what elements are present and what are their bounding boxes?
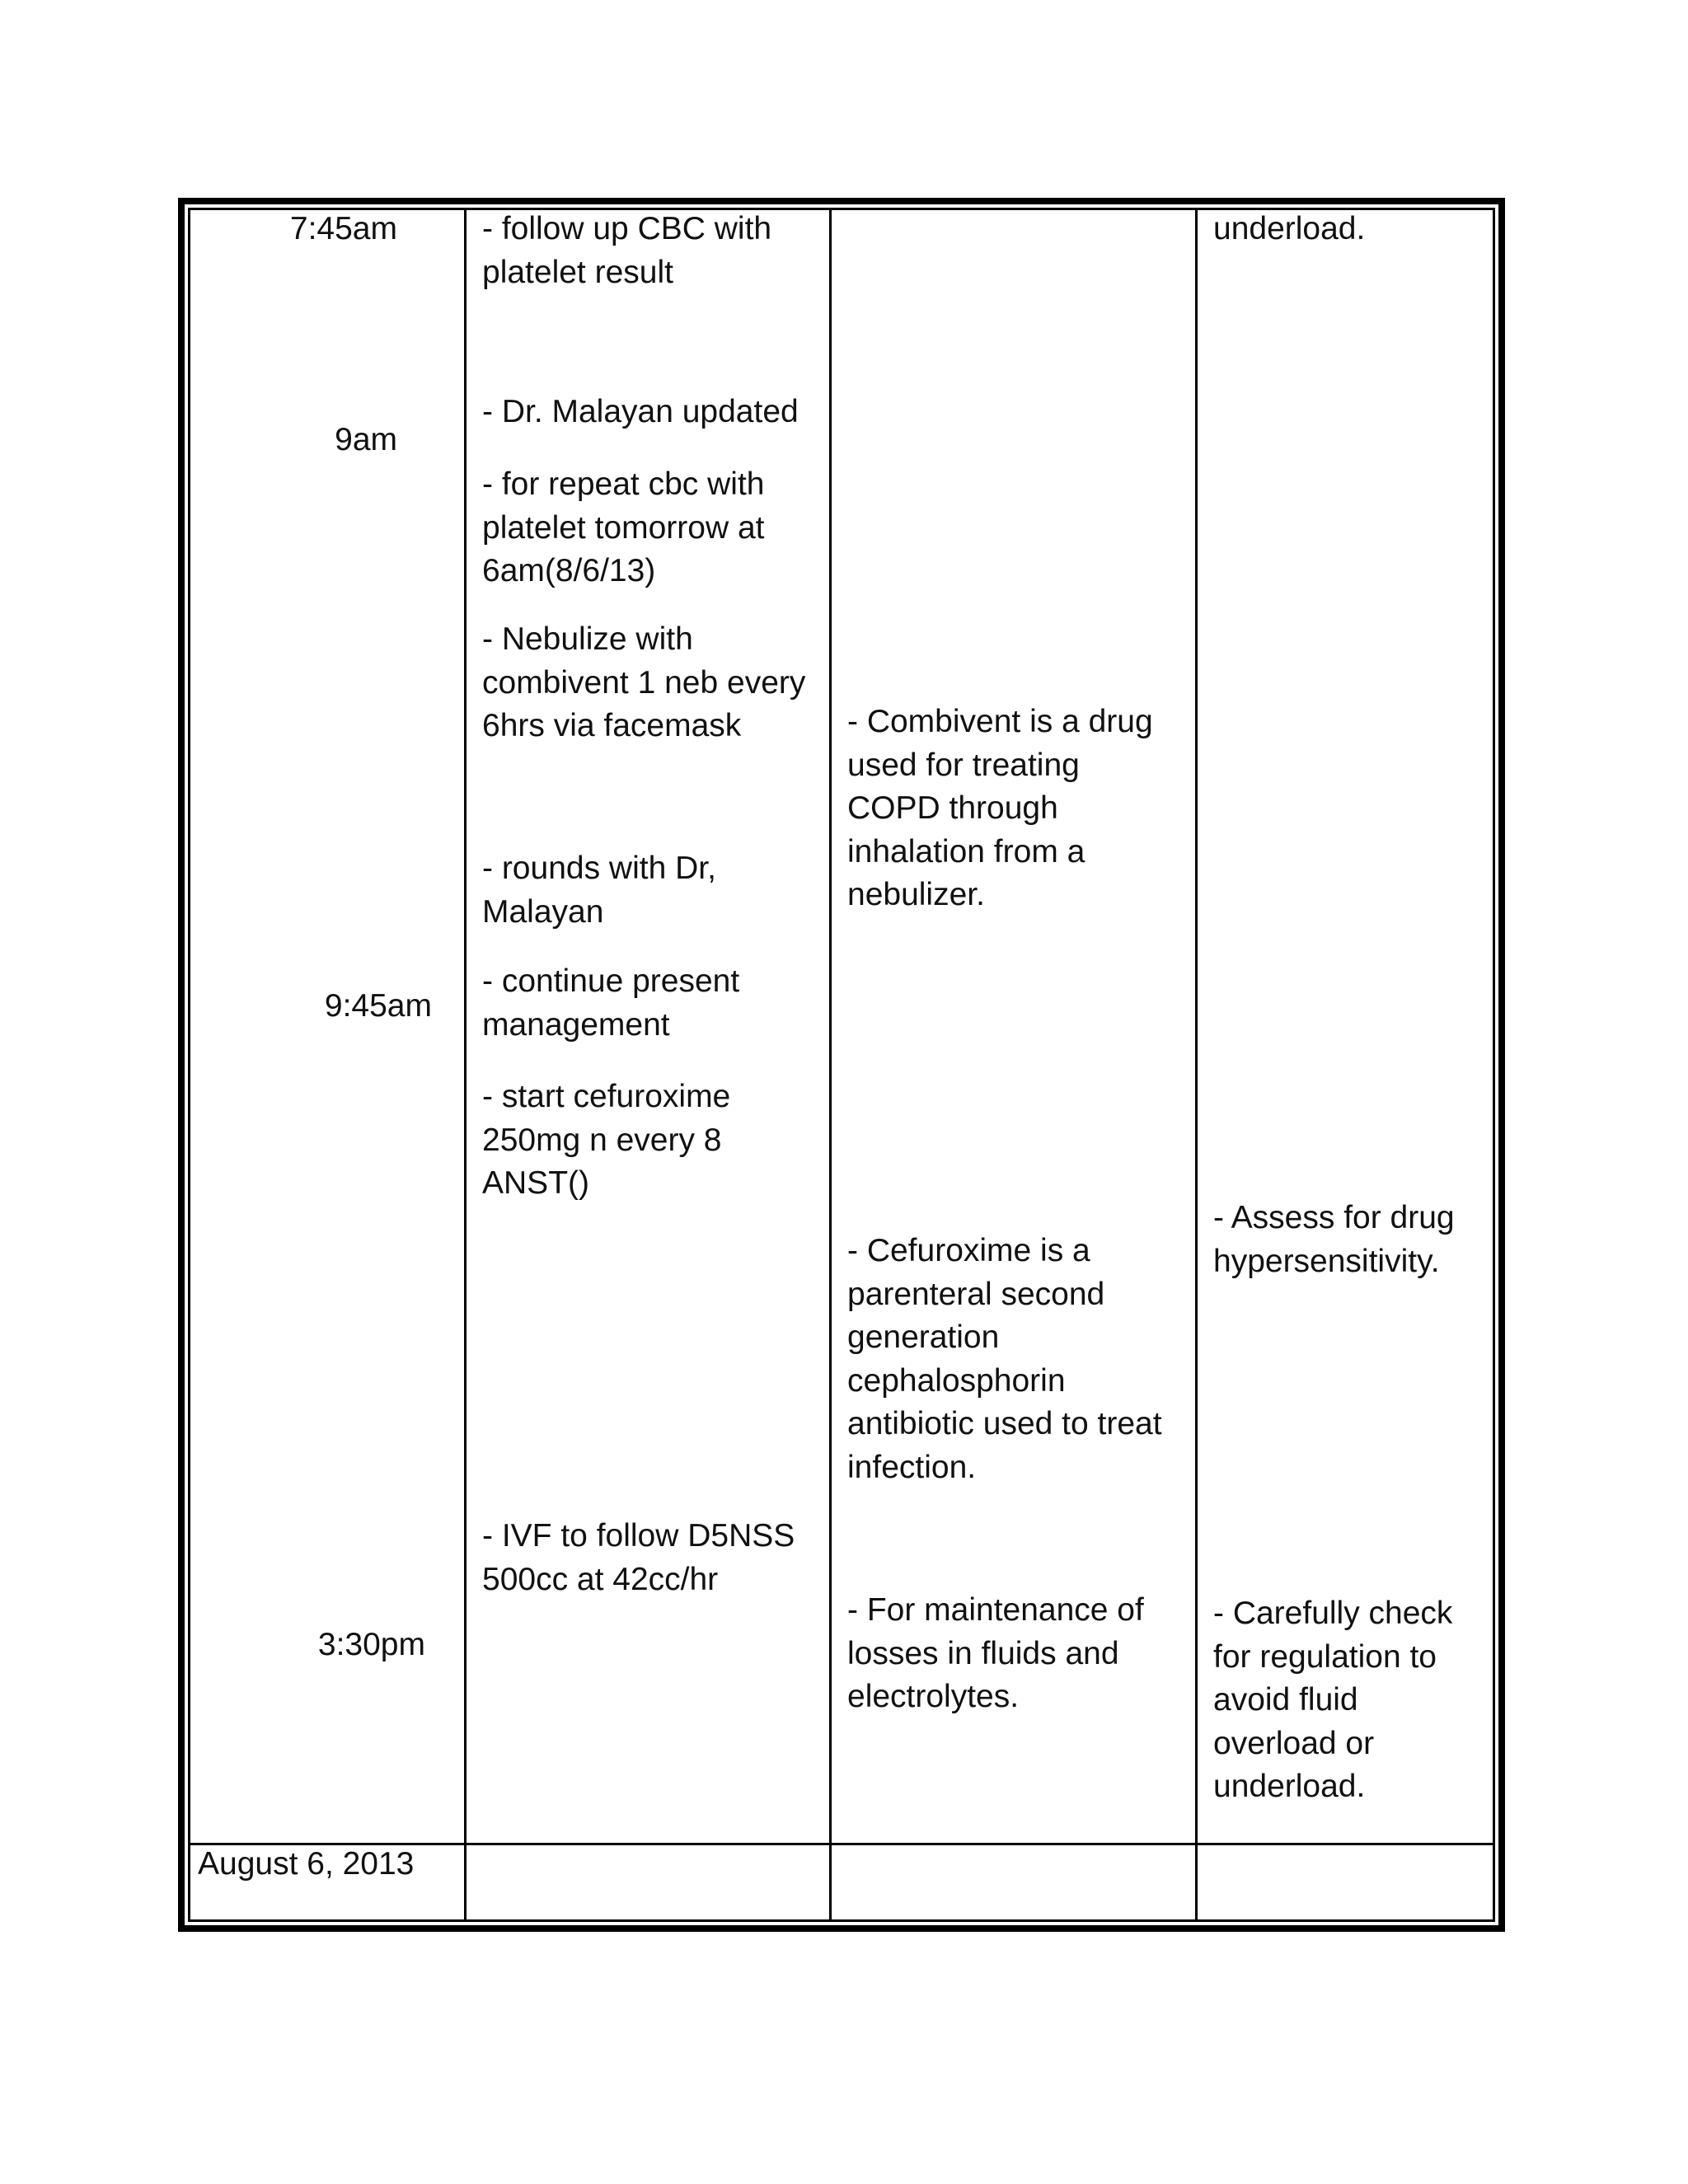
order-start-cefuroxime: - start cefuroxime 250mg n every 8 ANST() <box>482 1079 731 1201</box>
time-entry-330pm: 3:30pm <box>317 1627 425 1662</box>
rationale-ivf: - For maintenance of losses in fluids and electrolytes. <box>847 1592 1144 1714</box>
order-continue-management: - continue present management <box>482 963 740 1043</box>
date-cell: August 6, 2013 <box>198 1846 415 1882</box>
order-follow-up-cbc: - follow up CBC with platelet result <box>482 211 772 290</box>
order-rounds: - rounds with Dr, Malayan <box>482 851 716 930</box>
time-entry-945am: 9:45am <box>324 988 432 1024</box>
column-divider-1 <box>464 208 467 1922</box>
column-divider-2 <box>829 208 832 1922</box>
nursing-underload: underload. <box>1213 211 1366 246</box>
order-dr-updated: - Dr. Malayan updated <box>482 394 799 429</box>
time-entry-745am: 7:45am <box>289 211 397 246</box>
nursing-assess-hypersensitivity: - Assess for drug hypersensitivity. <box>1213 1200 1455 1279</box>
rationale-cefuroxime: - Cefuroxime is a parenteral second generation cephalosphorin antibiotic used to treat infection. <box>847 1233 1162 1485</box>
time-entry-9am: 9am <box>335 422 397 457</box>
nursing-check-regulation: - Carefully check for regulation to avoid fluid overload or underload. <box>1213 1596 1453 1804</box>
order-repeat-cbc: - for repeat cbc with platelet tomorrow at 6am(8/6/13) <box>482 466 765 588</box>
order-ivf: - IVF to follow D5NSS 500cc at 42cc/hr <box>482 1518 795 1597</box>
order-nebulize: - Nebulize with combivent 1 neb every 6hrs via facemask <box>482 621 806 743</box>
rationale-combivent: - Combivent is a drug used for treating COPD through inhalation from a nebulizer. <box>847 704 1153 912</box>
column-divider-3 <box>1195 208 1198 1922</box>
